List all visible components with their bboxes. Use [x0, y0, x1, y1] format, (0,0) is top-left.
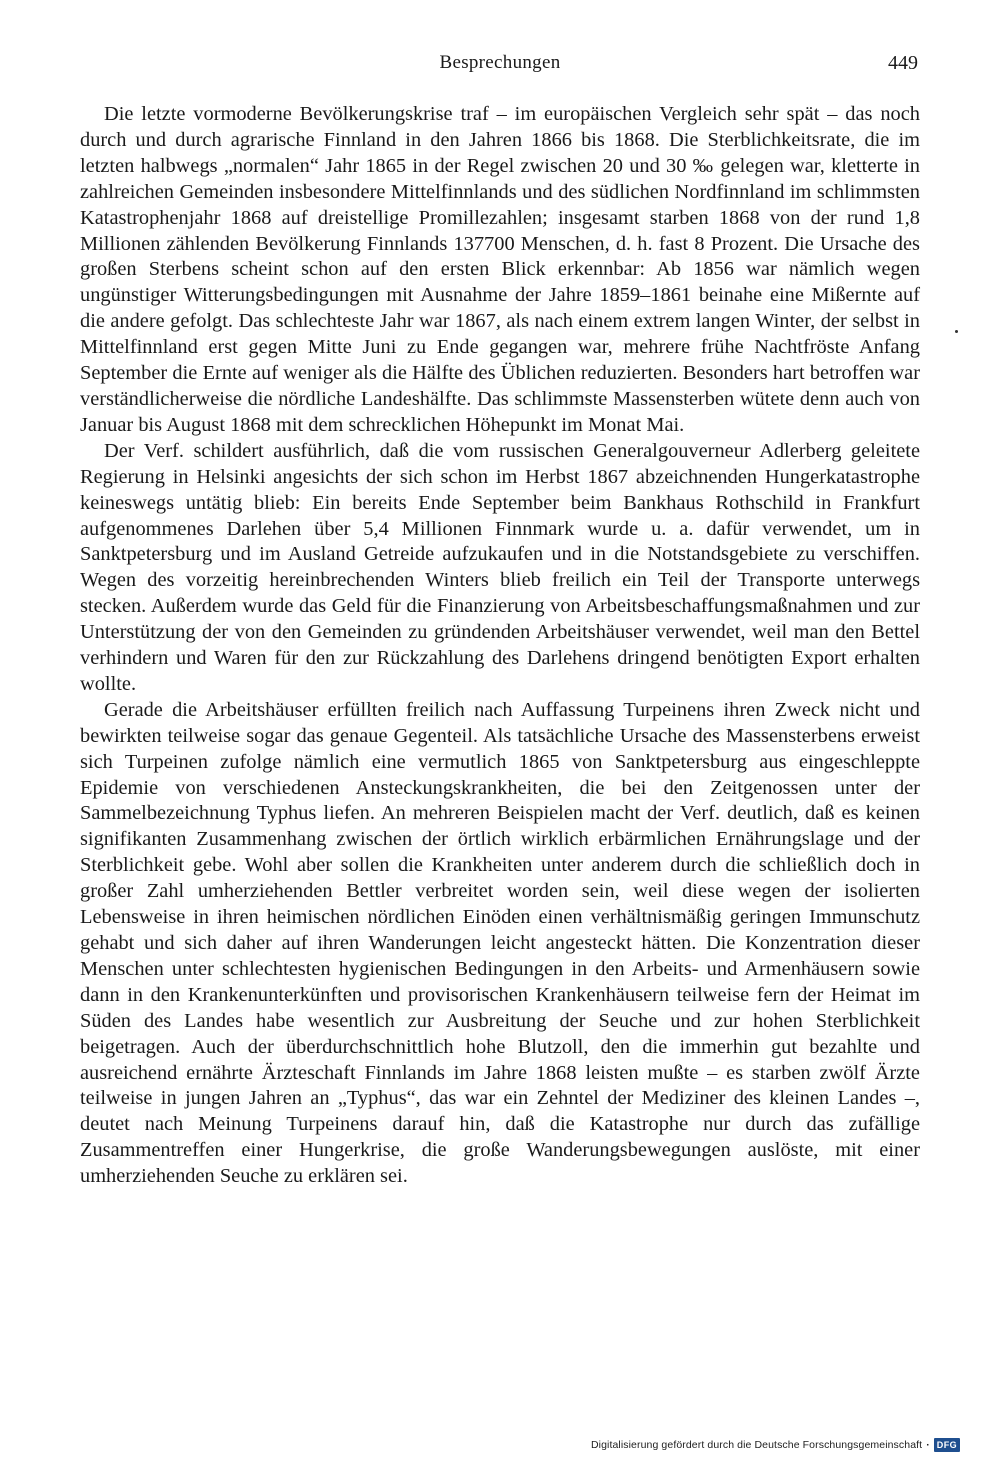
- running-head: [80, 52, 920, 82]
- running-title: Besprechungen: [439, 52, 561, 73]
- dfg-logo-icon: DFG: [934, 1438, 960, 1452]
- paragraph-1: Die letzte vormoderne Bevölkerungskrise traf – im europäischen Vergleich sehr spät – das noch durch und durch agrarische Finnland in den Jahren 1866 bis 1868. Die Sterblichkeitsrate, die im letzten halbwegs „normalen“ Jahr 1865 in der Regel zwischen 20 und 30 ‰ gelegen war, kletterte in zahlreichen Gemeinden insbesondere Mittelfinnlands und des südlichen Nordfinnland im schlimmsten Katastrophenjahr 1868 auf dreistellige Promillezahlen; insgesamt starben 1868 von der rund 1,8 Millionen zählenden Bevölkerung Finnlands 137700 Menschen, d. h. fast 8 Prozent. Die Ursache des großen Sterbens scheint schon auf den ersten Blick erkennbar: Ab 1856 war nämlich wegen ungünstiger Witterungsbedingungen mit Ausnahme der Jahre 1859–1861 beinahe eine Mißernte auf die andere gefolgt. Das schlechteste Jahr war 1867, als nach einem extrem langen Winter, der selbst in Mittelfinnland erst gegen Mitte Juni zu Ende gegangen war, mehrere frühe Nachtfröste Anfang September die Ernte auf weniger als die Hälfte des Üblichen reduzierten. Besonders hart betroffen war verständlicherweise die nördliche Landeshälfte. Das schlimmste Massensterben wütete denn auch von Januar bis August 1868 mit dem schrecklichen Höhepunkt im Monat Mai.: [80, 103, 920, 436]
- review-body: [80, 102, 920, 1190]
- scan-speck: [955, 330, 958, 333]
- paragraph-3: Gerade die Arbeitshäuser erfüllten freilich nach Auffassung Turpeinens ihren Zweck nicht und bewirkten teilweise sogar das genaue Gegenteil. Als tatsächliche Ursache des Massensterbens erweist sich Turpeinen zufolge nämlich eine vermutlich 1865 von Sanktpetersburg aus eingeschleppte Epidemie von verschiedenen Ansteckungskrankheiten, die bei den Zeitgenossen unter der Sammelbezeichnung Typhus liefen. An mehreren Beispielen macht der Verf. deutlich, daß es keinen signifikanten Zusammenhang zwischen der örtlich wirklich erbärmlichen Ernährungslage und der Sterblichkeit gebe. Wohl aber sollen die Krankheiten unter anderem durch die schließlich doch in großer Zahl umherziehenden Bettler verbreitet worden sein, weil diese wegen der isolierten Lebensweise in ihren heimischen nördlichen Einöden einen verhältnismäßig geringen Immunschutz gehabt und sich daher auf ihren Wanderungen leicht angesteckt hätten. Die Konzentration dieser Menschen unter schlechtesten hygienischen Bedingungen in den Arbeits- und Armenhäusern sowie dann in den Krankenunterkünften und provisorischen Krankenhäusern teilweise fern der Heimat im Süden des Landes habe wesentlich zur Ausbreitung der Seuche und zur hohen Sterblichkeit beigetragen. Auch der überdurchschnittlich hohe Blutzoll, den die immerhin gut bezahlte und ausreichend ernährte Ärzteschaft Finnlands im Jahre 1868 leisten mußte – es starben zwölf Ärzte teilweise in jungen Jahren an „Typhus“, das war ein Zehntel der Mediziner des kleinen Landes –, deutet nach Meinung Turpeinens darauf hin, daß die Katastrophe nur durch das zufällige Zusammentreffen einer Hungerkrise, die große Wanderungsbewegungen auslöste, mit einer umherziehenden Seuche zu erklären sei.: [80, 698, 920, 1188]
- digitization-credit: [591, 1437, 960, 1453]
- paragraph-2: Der Verf. schildert ausführlich, daß die vom russischen Generalgouverneur Adlerberg geleitete Regierung in Helsinki angesichts der sich schon im Herbst 1867 abzeichnenden Hungerkatastrophe keineswegs untätig blieb: Ein bereits Ende September beim Bankhaus Rothschild in Frankfurt aufgenommenes Darlehen über 5,4 Millionen Finnmark wurde u. a. dafür verwendet, um in Sanktpetersburg und im Ausland Getreide aufzukaufen und in die Notstandsgebiete zu verschiffen. Wegen des vorzeitig hereinbrechenden Winters blieb freilich ein Teil der Transporte unterwegs stecken. Außerdem wurde das Geld für die Finanzierung von Arbeitsbeschaffungsmaßnahmen und zur Unterstützung der von den Gemeinden zu gründenden Arbeitshäuser verwendet, weil man den Bettel verhindern und Waren für den zur Rückzahlung des Darlehens dringend benötigten Export erhalten wollte.: [80, 439, 920, 695]
- credit-separator: ·: [926, 1439, 930, 1451]
- credit-text: Digitalisierung gefördert durch die Deutsche Forschungsgemeinschaft: [590, 1439, 923, 1451]
- page-number: 449: [888, 52, 918, 74]
